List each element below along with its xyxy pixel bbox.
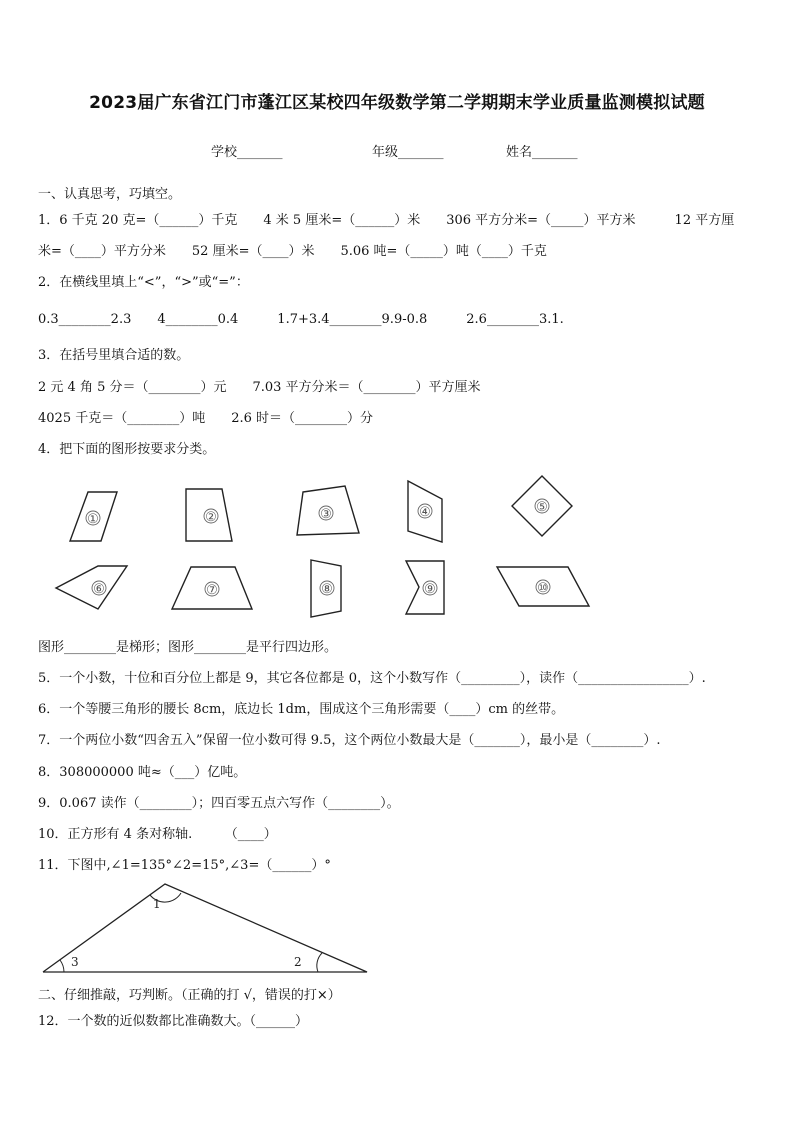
shape-6-label: ⑥ [93,582,105,597]
angle-1-label: 1 [153,897,161,911]
question-2: 2．在横线里填上“<”，“>”或“=”： [38,275,249,290]
question-1-line-1: 1．6 千克 20 克=（______）千克 4 米 5 厘米=（______）米 306 平方分米=（_____）平方米 12 平方厘 [38,213,735,228]
shape-3 [297,486,359,535]
shape-10 [497,567,589,606]
grade-field[interactable]: 年级_______ [372,145,444,160]
question-12: 12．一个数的近似数都比准确数大。（______） [38,1014,309,1029]
shape-1-label: ① [87,512,99,527]
question-2-items: 0.3________2.3 4________0.4 1.7+3.4________9.9-0.8 2.6________3.1. [38,312,564,327]
shape-3-label: ③ [320,507,332,522]
section2-title: 二、仔细推敲，巧判断。（正确的打 √，错误的打×） [38,988,341,1003]
shape-8 [311,560,341,617]
question-9: 9．0.067 读作（________）；四百零五点六写作（________）。 [38,796,400,811]
question-10: 10．正方形有 4 条对称轴. （____） [38,827,277,842]
name-field[interactable]: 姓名_______ [506,145,578,160]
shape-9-label: ⑨ [424,582,436,597]
question-6: 6．一个等腰三角形的腰长 8cm，底边长 1dm，围成这个三角形需要（____）cm 的丝带。 [38,702,565,717]
shape-4 [408,481,442,542]
shape-7 [172,567,252,609]
shape-5 [512,476,572,536]
angle-triangle-figure [43,884,367,972]
question-1-line-2: 米=（____）平方分米 52 厘米=（____）米 5.06 吨=（_____）吨（____）千克 [38,244,547,259]
question-4-answer: 图形________是梯形；图形________是平行四边形。 [38,640,338,655]
shape-10-label: ⑩ [537,581,549,596]
question-5: 5．一个小数，十位和百分位上都是 9，其它各位都是 0，这个小数写作（_________），读作（_________________）. [38,671,706,686]
question-3-line-1: 2 元 4 角 5 分＝（________）元 7.03 平方分米＝（________）平方厘米 [38,380,481,395]
shape-4-label: ④ [419,505,431,520]
question-3: 3．在括号里填合适的数。 [38,348,190,363]
angle-3-label: 3 [71,955,79,969]
angle-2-label: 2 [294,955,302,969]
shape-1 [70,492,117,541]
question-11: 11．下图中,∠1=135°∠2=15°,∠3=（______）° [38,858,331,873]
exam-title: 2023届广东省江门市蓬江区某校四年级数学第二学期期末学业质量监测模拟试题 [89,93,705,113]
shape-6 [56,566,127,609]
shape-2 [186,489,232,541]
shape-9 [406,561,444,614]
section1-title: 一、认真思考，巧填空。 [38,187,182,202]
question-3-line-2: 4025 千克＝（________）吨 2.6 时＝（________）分 [38,411,374,426]
shape-7-label: ⑦ [206,583,218,598]
question-8: 8．308000000 吨≈（___）亿吨。 [38,765,247,780]
question-4: 4．把下面的图形按要求分类。 [38,442,216,457]
shape-5-label: ⑤ [536,500,548,515]
shape-8-label: ⑧ [321,582,333,597]
question-7: 7．一个两位小数“四舍五入”保留一位小数可得 9.5，这个两位小数最大是（_______），最小是（________）. [38,733,661,748]
shape-2-label: ② [205,510,217,525]
school-field[interactable]: 学校_______ [211,145,283,160]
